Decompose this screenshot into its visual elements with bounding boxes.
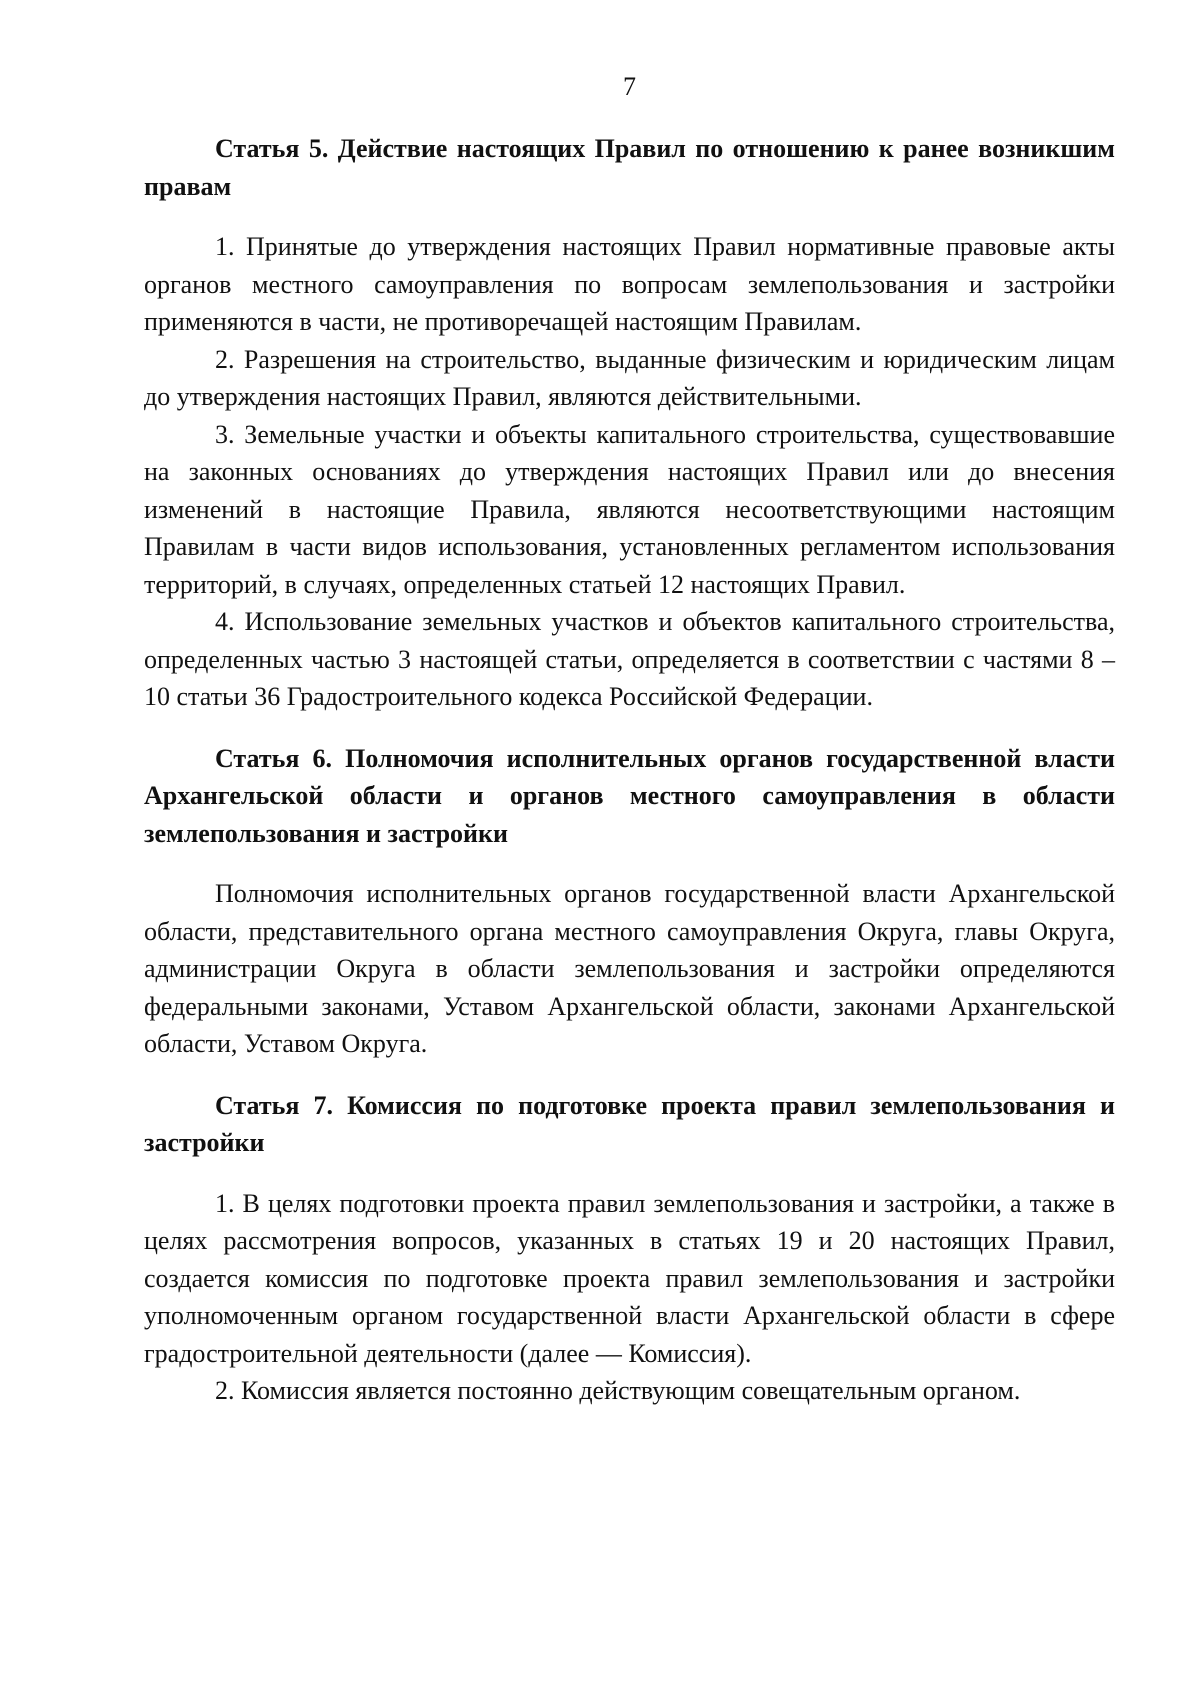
article-paragraph: 1. Принятые до утверждения настоящих Правил нормативные правовые акты органов местного самоуправления по вопросам землепользования и застройки применяются в части, не противоречащей настоящим Правилам. bbox=[144, 232, 1115, 336]
article-paragraph: 1. В целях подготовки проекта правил землепользования и застройки, а также в целях рассмотрения вопросов, указанных в статьях 19 и 20 настоящих Правил, создается комиссия по подготовке проекта правил землепользования и застройки уполномоченным органом государственной власти Архангельской области в сфере градостроительной деятельности (далее — Комиссия). bbox=[144, 1188, 1115, 1368]
article-5 bbox=[144, 130, 1115, 716]
document-body bbox=[144, 130, 1115, 1410]
article-paragraph: 4. Использование земельных участков и объектов капитального строительства, определенных частью 3 настоящей статьи, определяется в соответствии с частями 8 – 10 статьи 36 Градостроительного кодекса Российской Федерации. bbox=[144, 607, 1115, 711]
article-7 bbox=[144, 1087, 1115, 1410]
article-heading: Статья 5. Действие настоящих Правил по отношению к ранее возникшим правам bbox=[144, 134, 1115, 201]
article-paragraph: 2. Комиссия является постоянно действующим совещательным органом. bbox=[215, 1376, 1021, 1405]
article-paragraph: 2. Разрешения на строительство, выданные физическим и юридическим лицам до утверждения настоящих Правил, являются действительными. bbox=[144, 344, 1115, 411]
article-paragraph: Полномочия исполнительных органов государственной власти Архангельской области, представительного органа местного самоуправления Округа, главы Округа, администрации Округа в области землепользования и застройки определяются федеральными законами, Уставом Архангельской области, законами Архангельской области, Уставом Округа. bbox=[144, 879, 1115, 1058]
article-paragraph: 3. Земельные участки и объекты капитального строительства, существовавшие на законных основаниях до утверждения настоящих Правил или до внесения изменений в настоящие Правила, являются несоответствующими настоящим Правилам в части видов использования, установленных регламентом использования территорий, в случаях, определенных статьей 12 настоящих Правил. bbox=[144, 419, 1115, 599]
article-6 bbox=[144, 740, 1115, 1063]
page-number: 7 bbox=[623, 72, 636, 101]
article-heading: Статья 6. Полномочия исполнительных органов государственной власти Архангельской области и органов местного самоуправления в области землепользования и застройки bbox=[144, 743, 1115, 848]
article-heading: Статья 7. Комиссия по подготовке проекта правил землепользования и застройки bbox=[144, 1090, 1115, 1157]
